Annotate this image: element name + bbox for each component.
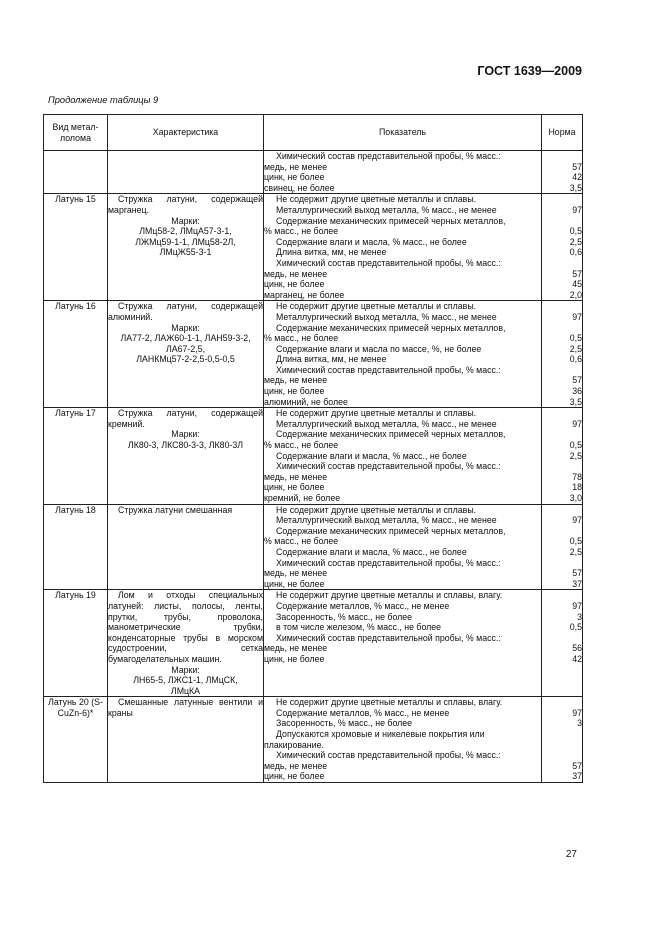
norm-value: 36: [572, 386, 582, 397]
norm-value: [542, 258, 582, 269]
table-row: [44, 590, 583, 697]
norm-value: [542, 216, 582, 227]
characteristic-text: Смешанные латунные вентили и краны: [108, 697, 263, 718]
indicator-line: алюминий, не более: [264, 396, 348, 407]
indicator-line: Содержание металлов, % масс., не менее: [276, 707, 450, 718]
indicator-line: Химический состав представительной пробы, % масс.:: [276, 151, 501, 161]
norm-value: 42: [572, 653, 582, 664]
indicator-line: Металлургический выход металла, % масс., не менее: [276, 311, 497, 322]
indicator-line: медь, не менее: [264, 161, 328, 172]
norm-value: [542, 697, 582, 708]
norm-value: 97: [572, 311, 582, 322]
norm-value: 3,5: [569, 396, 582, 407]
indicator-line: Длина витка, мм, не менее: [276, 247, 387, 258]
norm-value: 0,5: [569, 536, 582, 547]
norm-value: 37: [572, 578, 582, 589]
indicator-line: цинк, не более: [264, 578, 325, 589]
scrap-kind-cell: Латунь 19: [44, 590, 108, 697]
indicator-line: Содержание влаги и масла, % масс., не более: [276, 546, 467, 557]
table-continuation-caption: Продолжение таблицы 9: [48, 95, 159, 105]
table-row: [44, 697, 583, 783]
grade-marks-line: Марки:: [171, 322, 200, 333]
norm-value: 2,5: [569, 450, 582, 461]
norm-value: [542, 558, 582, 569]
norm-value: [542, 365, 582, 376]
indicator-line: Химический состав представительной пробы, % масс.:: [276, 750, 501, 761]
indicator-cell: [264, 194, 542, 301]
indicator-cell: [264, 301, 542, 408]
column-header-indicator: Показатель: [264, 115, 542, 151]
indicator-line: Содержание механических примесей черных металлов,: [276, 525, 506, 536]
grade-marks-line: ЛМцКА: [170, 685, 201, 696]
indicator-cell: [264, 590, 542, 697]
indicator-line: Не содержит другие цветные металлы и сплавы.: [276, 408, 477, 419]
norm-cell: [542, 301, 583, 408]
characteristic-text: Стружка латуни, содержащей кремний.: [108, 408, 263, 429]
characteristic-cell: [108, 151, 264, 194]
characteristic-text: Стружка латуни, содержащей алюминий.: [108, 301, 263, 322]
norm-cell: [542, 194, 583, 301]
norm-cell: [542, 504, 583, 590]
characteristic-cell: [108, 301, 264, 408]
indicator-line: Допускаются хромовые и никелевые покрытия или плакирование.: [264, 729, 485, 750]
indicator-line: Не содержит другие цветные металлы и сплавы, влагу.: [276, 590, 503, 601]
page-number: 27: [565, 849, 577, 860]
indicator-cell: [264, 504, 542, 590]
norm-value: 3: [577, 611, 582, 622]
characteristic-text: Лом и отходы специальных латуней: листы, полосы, ленты, прутки, трубы, проволока, манометрические трубки, конденсаторные трубы в морском судостроении, сетка бумагоделательных машин.: [108, 590, 263, 664]
norm-value: 78: [572, 471, 582, 482]
norm-value: 3,0: [569, 493, 582, 503]
indicator-line: Химический состав представительной пробы, % масс.:: [276, 461, 501, 472]
norm-cell: [542, 590, 583, 697]
indicator-line: медь, не менее: [264, 760, 328, 771]
norm-value: [542, 729, 582, 740]
indicator-line: Содержание влаги и масла, % масс., не более: [276, 450, 467, 461]
norm-value: [542, 301, 582, 312]
norm-value: [542, 429, 582, 440]
indicator-line: кремний, не более: [264, 493, 341, 503]
norm-value: 42: [572, 172, 582, 183]
column-header-kind: Вид метал- лолома: [44, 115, 108, 151]
indicator-line: % масс., не более: [264, 226, 339, 237]
grade-marks-line: ЛЖМц59-1-1, ЛМц58-2Л,: [135, 236, 236, 247]
norm-value: 37: [572, 771, 582, 782]
indicator-line: Засоренность, % масс., не более: [276, 611, 413, 622]
norm-value: 0,5: [569, 622, 582, 633]
norm-cell: [542, 697, 583, 783]
grade-marks-line: ЛА67-2,5,: [165, 343, 206, 354]
norm-value: 45: [572, 279, 582, 290]
norm-value: 56: [572, 643, 582, 654]
norm-value: [542, 740, 582, 751]
norm-value: 2,5: [569, 343, 582, 354]
norm-value: [542, 750, 582, 761]
table-header-row: [44, 115, 583, 151]
column-header-norm: Норма: [542, 115, 583, 151]
indicator-line: Не содержит другие цветные металлы и сплавы.: [276, 194, 477, 205]
norm-value: 18: [572, 482, 582, 493]
indicator-cell: [264, 408, 542, 504]
indicator-line: в том числе железом, % масс., не более: [276, 622, 442, 633]
indicator-line: цинк, не более: [264, 279, 325, 290]
norm-value: [542, 633, 582, 644]
indicator-line: Химический состав представительной пробы, % масс.:: [276, 557, 501, 568]
scrap-kind-cell: Латунь 16: [44, 301, 108, 408]
norm-value: 3: [577, 718, 582, 729]
indicator-line: % масс., не более: [264, 536, 339, 547]
norm-value: 0,5: [569, 226, 582, 237]
indicator-line: свинец, не более: [264, 182, 335, 193]
norm-value: 0,6: [569, 354, 582, 365]
norm-value: [542, 194, 582, 205]
norm-value: 57: [572, 568, 582, 579]
norm-value: 2,0: [569, 289, 582, 300]
grade-marks-line: Марки:: [171, 215, 200, 226]
indicator-line: Длина витка, мм, не менее: [276, 354, 387, 365]
grade-marks-line: ЛАНКМц57-2-2,5-0,5-0,5: [136, 354, 235, 365]
indicator-line: цинк, не более: [264, 172, 325, 183]
norm-value: 2,5: [569, 546, 582, 557]
norm-cell: [542, 151, 583, 194]
document-standard-number: ГОСТ 1639—2009: [477, 64, 582, 78]
norm-cell: [542, 408, 583, 504]
indicator-line: цинк, не более: [264, 482, 325, 493]
indicator-line: цинк, не более: [264, 386, 325, 397]
indicator-line: % масс., не более: [264, 333, 339, 344]
norm-value: 57: [572, 760, 582, 771]
indicator-line: Не содержит другие цветные металлы и сплавы.: [276, 504, 477, 515]
table-body: [44, 151, 583, 783]
indicator-line: медь, не менее: [264, 471, 328, 482]
column-header-characteristic: Характеристика: [108, 115, 264, 151]
norm-value: 57: [572, 375, 582, 386]
characteristic-text: Стружка латуни смешанная: [118, 504, 233, 515]
norm-value: 2,5: [569, 236, 582, 247]
indicator-line: Содержание механических примесей черных металлов,: [276, 215, 506, 226]
indicator-line: Химический состав представительной пробы, % масс.:: [276, 364, 501, 375]
norm-value: 97: [572, 515, 582, 526]
indicator-line: Металлургический выход металла, % масс., не менее: [276, 515, 497, 526]
table-row: [44, 151, 583, 194]
norm-value: 97: [572, 707, 582, 718]
grade-marks-line: ЛМц58-2, ЛМцА57-3-1,: [139, 226, 232, 237]
table-row: [44, 504, 583, 590]
materials-table: [43, 114, 583, 783]
indicator-line: цинк, не более: [264, 653, 325, 664]
characteristic-cell: [108, 504, 264, 590]
characteristic-cell: [108, 194, 264, 301]
norm-value: [542, 323, 582, 334]
indicator-line: Металлургический выход металла, % масс., не менее: [276, 204, 497, 215]
norm-value: [542, 408, 582, 419]
grade-marks-line: ЛН65-5, ЛЖС1-1, ЛМцСК,: [133, 675, 238, 686]
characteristic-cell: [108, 408, 264, 504]
norm-value: [542, 526, 582, 537]
norm-value: 97: [572, 418, 582, 429]
scrap-kind-cell: Латунь 20 (S-CuZn-6)*: [44, 697, 108, 783]
indicator-line: Содержание влаги и масла по массе, %, не более: [276, 343, 482, 354]
norm-value: 57: [572, 161, 582, 172]
norm-value: 57: [572, 268, 582, 279]
norm-value: 3,5: [569, 182, 582, 193]
indicator-line: % масс., не более: [264, 440, 339, 451]
norm-value: [542, 151, 582, 162]
norm-value: [542, 461, 582, 472]
indicator-line: медь, не менее: [264, 568, 328, 579]
indicator-line: Засоренность, % масс., не более: [276, 718, 413, 729]
indicator-line: Содержание механических примесей черных металлов,: [276, 429, 506, 440]
indicator-line: Содержание механических примесей черных металлов,: [276, 322, 506, 333]
scrap-kind-cell: [44, 151, 108, 194]
indicator-cell: [264, 697, 542, 783]
norm-value: 97: [572, 204, 582, 215]
indicator-line: Металлургический выход металла, % масс., не менее: [276, 418, 497, 429]
indicator-line: Содержание влаги и масла, % масс., не более: [276, 236, 467, 247]
grade-marks-line: ЛА77-2, ЛАЖ60-1-1, ЛАН59-3-2,: [120, 333, 251, 344]
characteristic-cell: [108, 697, 264, 783]
grade-marks-line: ЛМцЖ55-3-1: [159, 247, 212, 258]
indicator-line: цинк, не более: [264, 771, 325, 782]
characteristic-text: Стружка латуни, содержащей марганец.: [108, 194, 263, 215]
table-row: [44, 194, 583, 301]
norm-value: 0,5: [569, 440, 582, 451]
indicator-line: медь, не менее: [264, 643, 328, 654]
norm-value: [542, 590, 582, 601]
indicator-line: Содержание металлов, % масс., не менее: [276, 600, 450, 611]
norm-value: 0,5: [569, 333, 582, 344]
indicator-line: медь, не менее: [264, 375, 328, 386]
grade-marks-line: ЛК80-3, ЛКС80-3-3, ЛК80-3Л: [127, 440, 244, 451]
scrap-kind-cell: Латунь 18: [44, 504, 108, 590]
indicator-line: Не содержит другие цветные металлы и сплавы, влагу.: [276, 697, 503, 708]
scrap-kind-cell: Латунь 15: [44, 194, 108, 301]
indicator-line: медь, не менее: [264, 268, 328, 279]
indicator-line: марганец, не более: [264, 289, 345, 300]
scrap-kind-cell: Латунь 17: [44, 408, 108, 504]
norm-value: 0,6: [569, 247, 582, 258]
indicator-line: Химический состав представительной пробы, % масс.:: [276, 632, 501, 643]
table-row: [44, 408, 583, 504]
indicator-cell: [264, 151, 542, 194]
indicator-line: Не содержит другие цветные металлы и сплавы.: [276, 301, 477, 312]
characteristic-cell: [108, 590, 264, 697]
norm-value: [542, 505, 582, 516]
grade-marks-line: Марки:: [171, 664, 200, 675]
norm-value: 97: [572, 600, 582, 611]
grade-marks-line: Марки:: [171, 429, 200, 440]
table-row: [44, 301, 583, 408]
indicator-line: Химический состав представительной пробы, % масс.:: [276, 257, 501, 268]
